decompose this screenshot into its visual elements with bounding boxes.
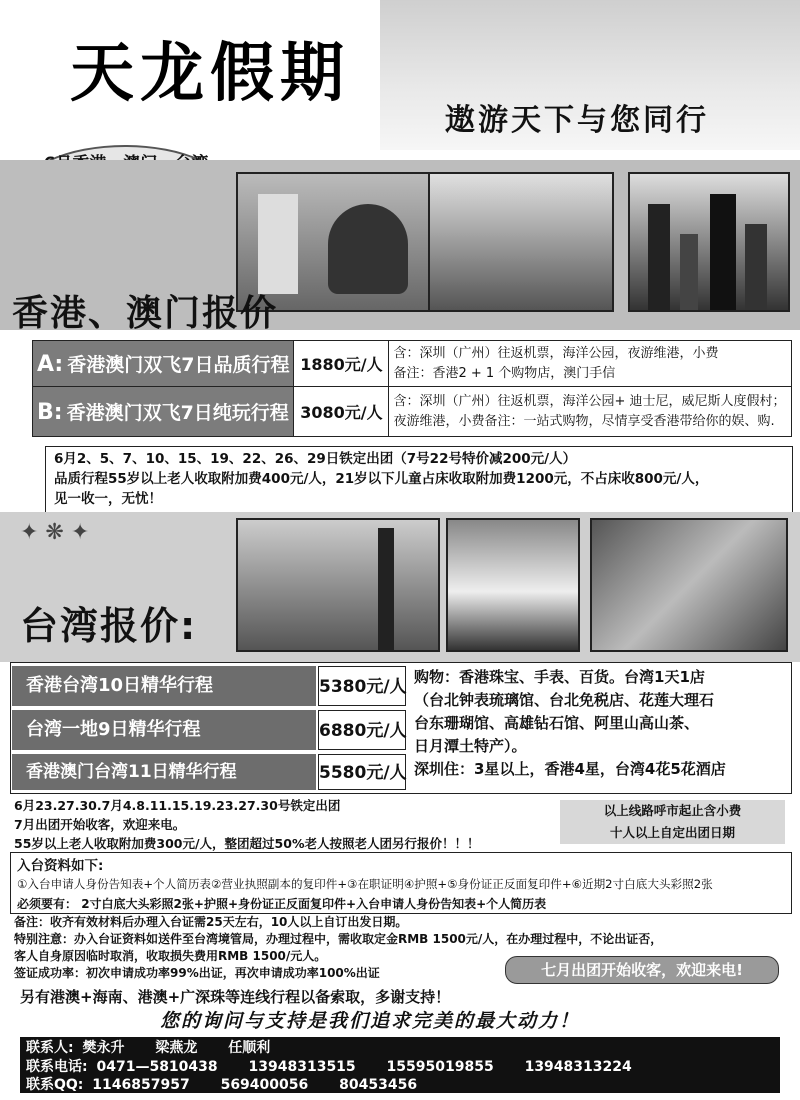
hk-route-a-price: 1880元/人	[294, 341, 389, 387]
hk-notes-box: 6月2、5、7、10、15、19、22、26、29日铁定出团（7号22号特价减200元/人） 品质行程55岁以上老人收取附加费400元/人，21岁以下儿童占床收取附加费1200元，不占床收800元/人， 见一收一，无忧！	[45, 446, 793, 514]
other-routes: 另有港澳+海南、港澳+广深珠等连线行程以备索取，多谢支持！	[20, 988, 451, 1006]
remarks: 备注：收齐有效材料后办理入台证需25天左右，10人以上自订出发日期。 特别注意：办入台证资料如送件至台湾境管局，办理过程中，需收取定金RMB 1500元/人，在办理过程中，不论出证否， 客人自身原因临时取消，收取损失费用RMB 1500/元人。 签证成功率：初次申请成功率99%出证，再次申请成功率100%出证	[14, 915, 663, 980]
tw-route-1-name: 香港台湾10日精华行程	[12, 666, 316, 706]
docs-title: 入台资料如下:	[17, 858, 104, 874]
contacts-footer	[20, 1037, 780, 1093]
photo-taipei101	[236, 518, 440, 652]
docs-line: ①入台申请人身份告知表+个人简历表②营业执照副本的复印件+③在职证明④护照+⑤身份证正反面复印件+⑥近期2寸白底大头彩照2张	[17, 877, 713, 891]
required-line: 必须要有： 2寸白底大头彩照2张+护照+身份证正反面复印件+入台申请人身份告知表+个人简历表	[17, 897, 547, 911]
tw-route-2-name: 台湾一地9日精华行程	[12, 710, 316, 750]
tw-shopping-info: 购物：香港珠宝、手表、百货。台湾1天1店 （台北钟表琉璃馆、台北免税店、花莲大理石 台东珊瑚馆、高雄钻石馆、阿里山高山茶、 日月潭土特产）。 深圳住：3星以上，香港4星，台湾4花5花酒店	[414, 668, 726, 778]
contact-names: 联系人: 樊永升 梁燕龙 任顺利	[26, 1040, 271, 1056]
photo-sun-moon-lake	[446, 518, 580, 652]
slogan: 遨游天下与您同行	[445, 103, 709, 138]
hk-section-title: 香港、澳门报价	[12, 293, 279, 334]
photo-taroko-gorge	[590, 518, 788, 652]
tw-route-1-price: 5380元/人	[318, 666, 406, 706]
hk-route-b-price: 3080元/人	[294, 387, 389, 437]
photo-hk-skyline	[628, 172, 790, 312]
brand-title: 天龙假期	[70, 37, 350, 111]
hk-route-row-a	[33, 341, 792, 387]
hk-route-row-b	[33, 387, 792, 437]
photo-disneyland	[236, 172, 614, 312]
contact-qq: 联系QQ: 1146857957 569400056 80453456	[26, 1077, 418, 1093]
tw-dates: 6月23.27.30.7月4.8.11.15.19.23.27.30号铁定出团 7月出团开始收客，欢迎来电。 55岁以上老人收取附加费300元/人，整团超过50%老人按照老人团另行报价！！！	[14, 798, 480, 851]
photo-hk-harbour	[430, 174, 612, 310]
tw-route-3-name: 香港澳门台湾11日精华行程	[12, 754, 316, 790]
tw-route-2-price: 6880元/人	[318, 710, 406, 750]
hk-route-a-name: A: 香港澳门双飞7日品质行程	[33, 341, 294, 387]
tw-route-3-price: 5580元/人	[318, 754, 406, 790]
hk-route-a-include: 含：深圳（广州）往返机票，海洋公园，夜游维港，小费 备注：香港2 + 1 个购物店，澳门手信	[389, 341, 792, 387]
tw-section-title: 台湾报价:	[20, 604, 198, 648]
contact-phones: 联系电话: 0471—5810438 13948313515 15595019855 13948313224	[26, 1058, 632, 1075]
hk-route-b-include: 含：深圳（广州）往返机票，海洋公园+ 迪士尼，威尼斯人度假村； 夜游维港，小费备注：一站式购物，尽情享受香港带给你的娱、购.	[389, 387, 792, 437]
july-banner: 七月出团开始收客，欢迎来电!	[505, 956, 779, 984]
docs-section	[10, 852, 792, 914]
hk-route-b-name: B: 香港澳门双飞7日纯玩行程	[33, 387, 294, 437]
motto: 您的询问与支持是我们追求完美的最大动力！	[160, 1010, 581, 1032]
tw-side-notes: 以上线路呼市起止含小费 十人以上自定出团日期	[560, 800, 785, 844]
maple-leaf-icon: ✦ ❋ ✦	[20, 520, 90, 545]
hk-price-table	[32, 340, 792, 437]
